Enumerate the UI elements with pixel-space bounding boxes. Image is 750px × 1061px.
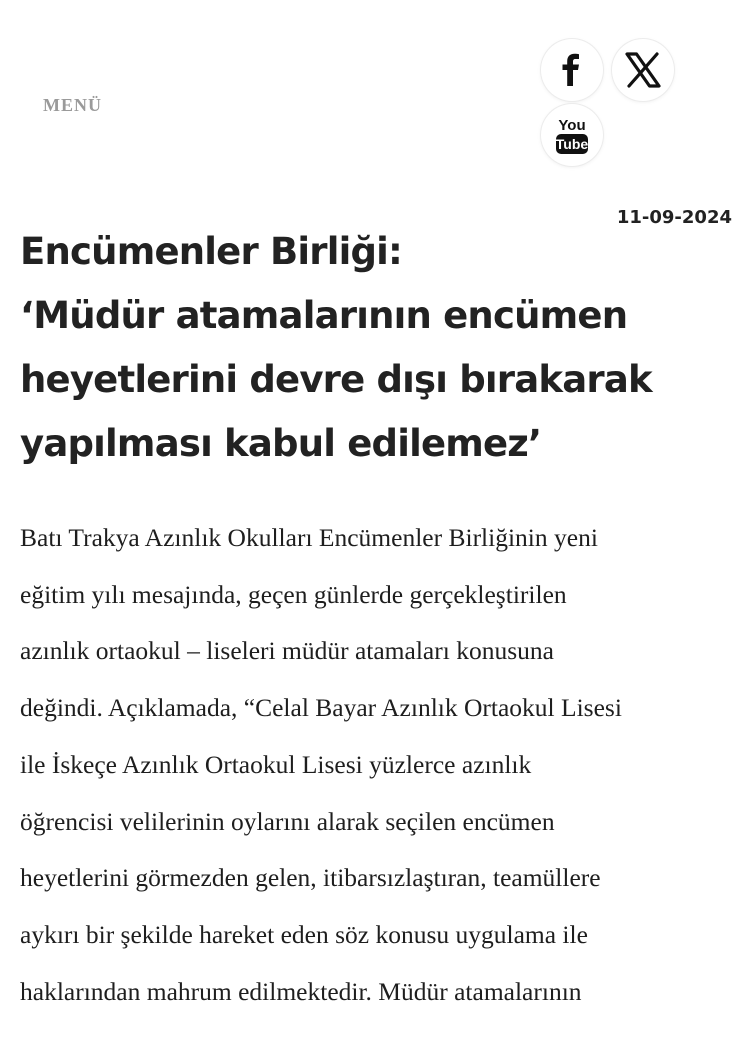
article-body-line: değindi. Açıklamada, “Celal Bayar Azınlık Ortaokul Lisesi <box>20 693 622 723</box>
article-body-line: heyetlerini görmezden gelen, itibarsızlaştıran, teamüllere <box>20 863 601 893</box>
article-body <box>20 510 735 1020</box>
article-body-line: Batı Trakya Azınlık Okulları Encümenler Birliğinin yeni <box>20 523 598 552</box>
facebook-link[interactable] <box>541 39 603 101</box>
youtube-icon <box>553 113 591 157</box>
article-title-line: ‘Müdür atamalarının encümen <box>20 294 628 337</box>
article-body-line: haklarından mahrum edilmektedir. Müdür atamalarının <box>20 976 582 1006</box>
article-title-line: heyetlerini devre dışı bırakarak <box>20 358 652 401</box>
youtube-icon-you: You <box>558 117 586 134</box>
article-title-line: Encümenler Birliği: <box>20 230 403 273</box>
youtube-icon-tube: Tube <box>555 136 589 152</box>
facebook-icon <box>557 52 587 88</box>
article-date: 11-09-2024 <box>616 207 732 228</box>
x-icon <box>624 52 662 88</box>
x-link[interactable] <box>612 39 674 101</box>
youtube-link[interactable] <box>541 104 603 166</box>
article-title <box>20 220 736 476</box>
menu-button[interactable]: MENÜ <box>43 95 102 115</box>
article-body-line: azınlık ortaokul – liseleri müdür atamaları konusuna <box>20 636 554 666</box>
article-body-line: eğitim yılı mesajında, geçen günlerde gerçekleştirilen <box>20 579 567 609</box>
article-body-line: aykırı bir şekilde hareket eden söz konusu uygulama ile <box>20 919 588 949</box>
article-body-line: ile İskeçe Azınlık Ortaokul Lisesi yüzlerce azınlık <box>20 749 532 779</box>
article-body-line: öğrencisi velilerinin oylarını alarak seçilen encümen <box>20 806 555 836</box>
article-title-line: yapılması kabul edilemez’ <box>20 422 542 465</box>
